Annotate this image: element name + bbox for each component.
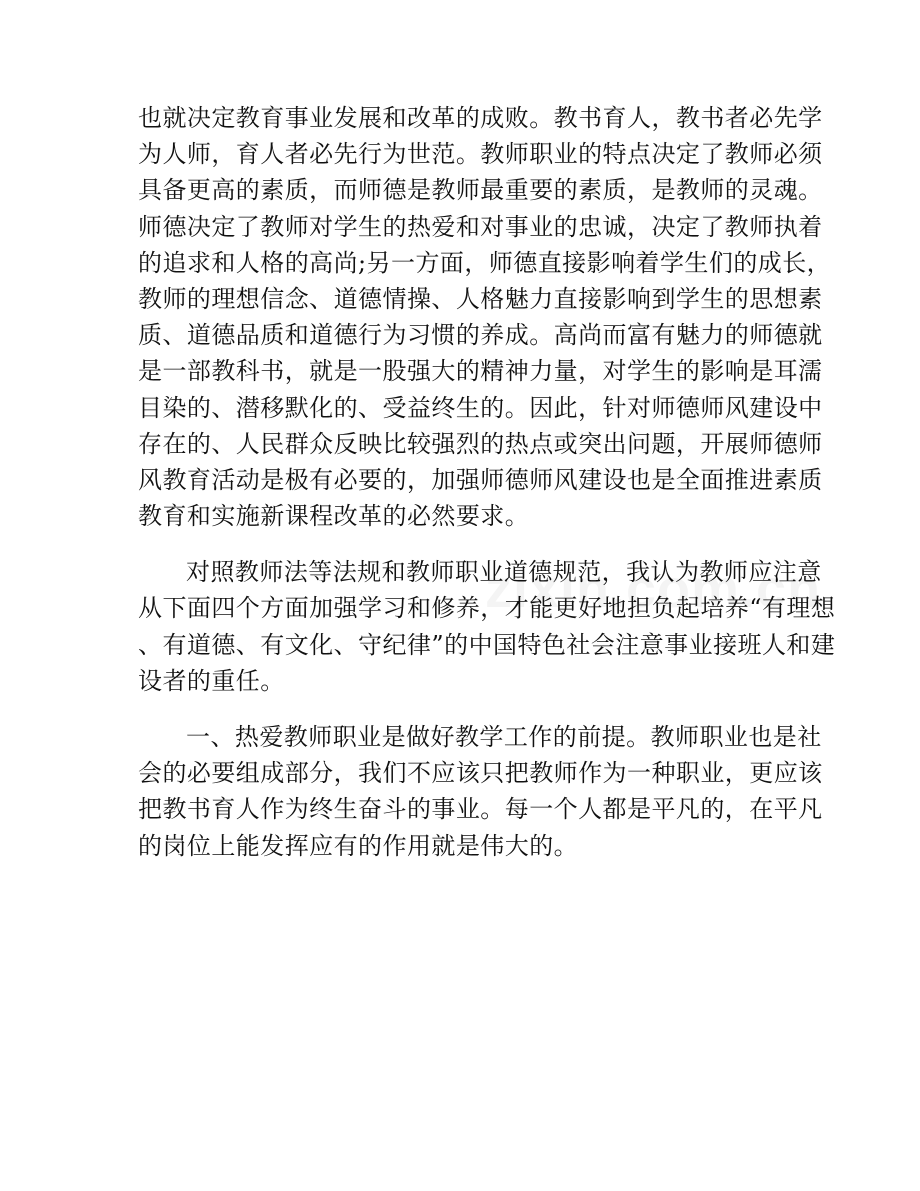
text-line: 把教书育人作为终生奋斗的事业。每一个人都是平凡的，在平凡: [138, 795, 823, 824]
text-line: 设者的重任。: [138, 666, 285, 695]
text-line: 教师的理想信念、道德情操、人格魅力直接影响到学生的思想素: [138, 284, 823, 313]
text-line: 师德决定了教师对学生的热爱和对事业的忠诚，决定了教师执着: [138, 212, 823, 241]
text-line: 对照教师法等法规和教师职业道德规范，我认为教师应注意: [186, 558, 822, 587]
text-line: 存在的、人民群众反映比较强烈的热点或突出问题，开展师德师: [138, 429, 823, 458]
text-line: 为人师，育人者必先行为世范。教师职业的特点决定了教师必须: [138, 140, 823, 169]
watermark: [485, 558, 821, 620]
text-line: 目染的、潜移默化的、受益终生的。因此，针对师德师风建设中: [138, 393, 823, 422]
text-line: 风教育活动是极有必要的，加强师德师风建设也是全面推进素质: [138, 465, 823, 494]
paragraph-3: [138, 719, 823, 864]
text-line: 从下面四个方面加强学习和修养，才能更好地担负起培养“有理想: [138, 594, 836, 623]
text-line: 的岗位上能发挥应有的作用就是伟大的。: [138, 831, 579, 860]
text-line: 教育和实施新课程改革的必然要求。: [138, 502, 530, 531]
text-line: 一、热爱教师职业是做好教学工作的前提。教师职业也是社: [186, 723, 822, 751]
text-line: 也就决定教育事业发展和改革的成败。教书育人，教书者必先学: [138, 104, 823, 132]
text-line: 、有道德、有文化、守纪律”的中国特色社会注意事业接班人和建: [138, 630, 836, 659]
text-line: 质、道德品质和道德行为习惯的养成。高尚而富有魅力的师德就: [138, 321, 823, 350]
text-line: 的追求和人格的高尚;另一方面，师德直接影响着学生们的成长，: [138, 248, 832, 277]
text-line: 是一部教科书，就是一股强大的精神力量，对学生的影响是耳濡: [138, 357, 823, 386]
text-line: 具备更高的素质，而师德是教师最重要的素质，是教师的灵魂。: [138, 176, 823, 205]
document-body: [138, 100, 836, 864]
text-line: 会的必要组成部分，我们不应该只把教师作为一种职业，更应该: [138, 759, 823, 788]
paragraph-1: [138, 100, 832, 534]
